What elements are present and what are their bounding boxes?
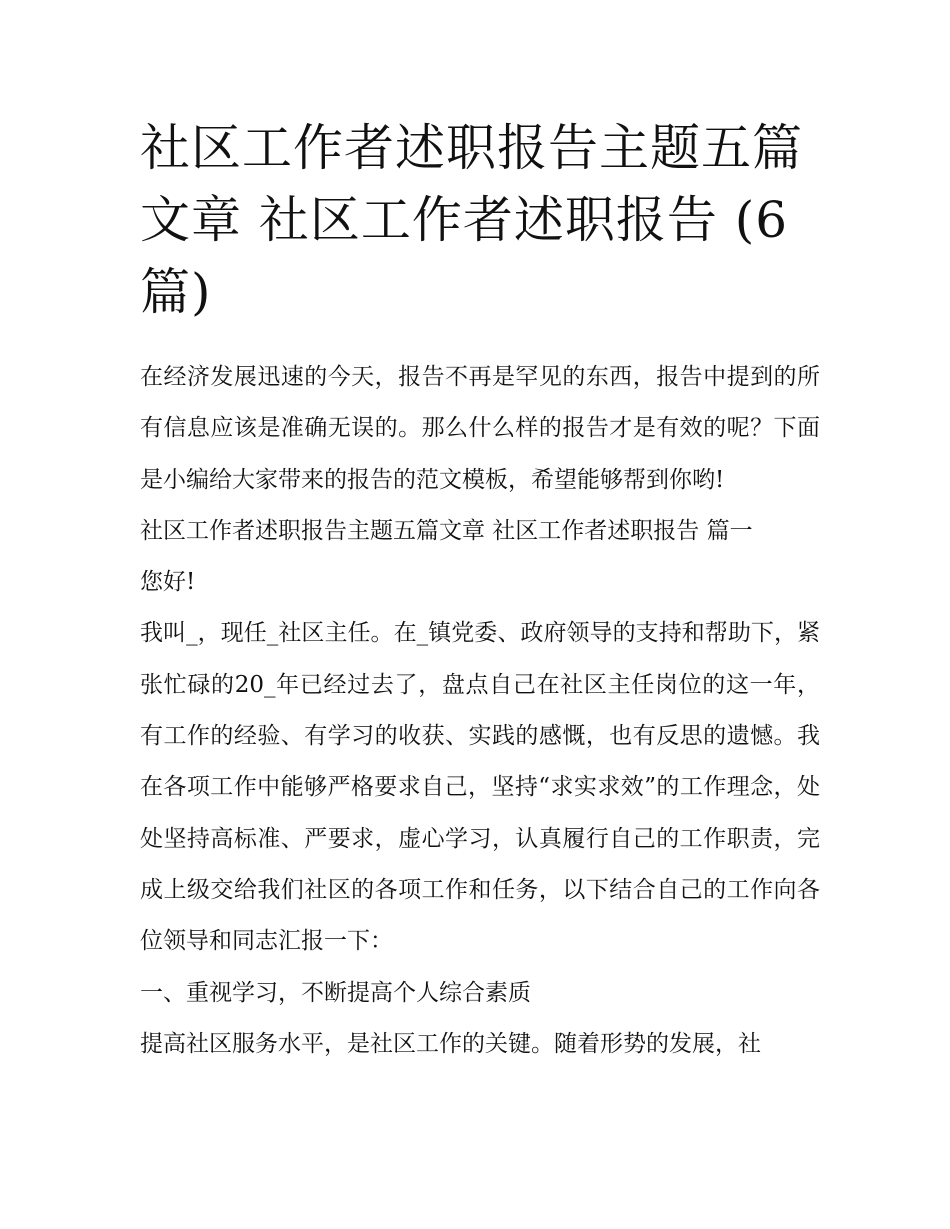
intro-paragraph: 在经济发展迅速的今天，报告不再是罕见的东西，报告中提到的所有信息应该是准确无误的。那么什么样的报告才是有效的呢？下面是小编给大家带来的报告的范文模板，希望能够帮到你哟!: [140, 364, 820, 493]
subsection-heading: 一、重视学习，不断提高个人综合素质: [140, 979, 531, 1006]
section-heading-part-one: 社区工作者述职报告主题五篇文章 社区工作者述职报告 篇一: [140, 517, 753, 544]
document-body: [140, 352, 820, 1070]
document-title: 社区工作者述职报告主题五篇文章 社区工作者述职报告 (6篇): [140, 119, 803, 321]
body-paragraph-continued: 提高社区服务水平，是社区工作的关键。随着形势的发展，社: [140, 1030, 761, 1057]
greeting-paragraph: 您好!: [140, 569, 196, 596]
body-paragraph: 我叫_，现任_社区主任。在_镇党委、政府领导的支持和帮助下，紧张忙碌的20_年已经过去了，盘点自己在社区主任岗位的这一年，有工作的经验、有学习的收获、实践的感慨，也有反思的遗憾。我在各项工作中能够严格要求自己，坚持“求实求效”的工作理念，处处坚持高标准、严要求，虚心学习，认真履行自己的工作职责，完成上级交给我们社区的各项工作和任务，以下结合自己的工作向各位领导和同志汇报一下：: [140, 620, 820, 955]
